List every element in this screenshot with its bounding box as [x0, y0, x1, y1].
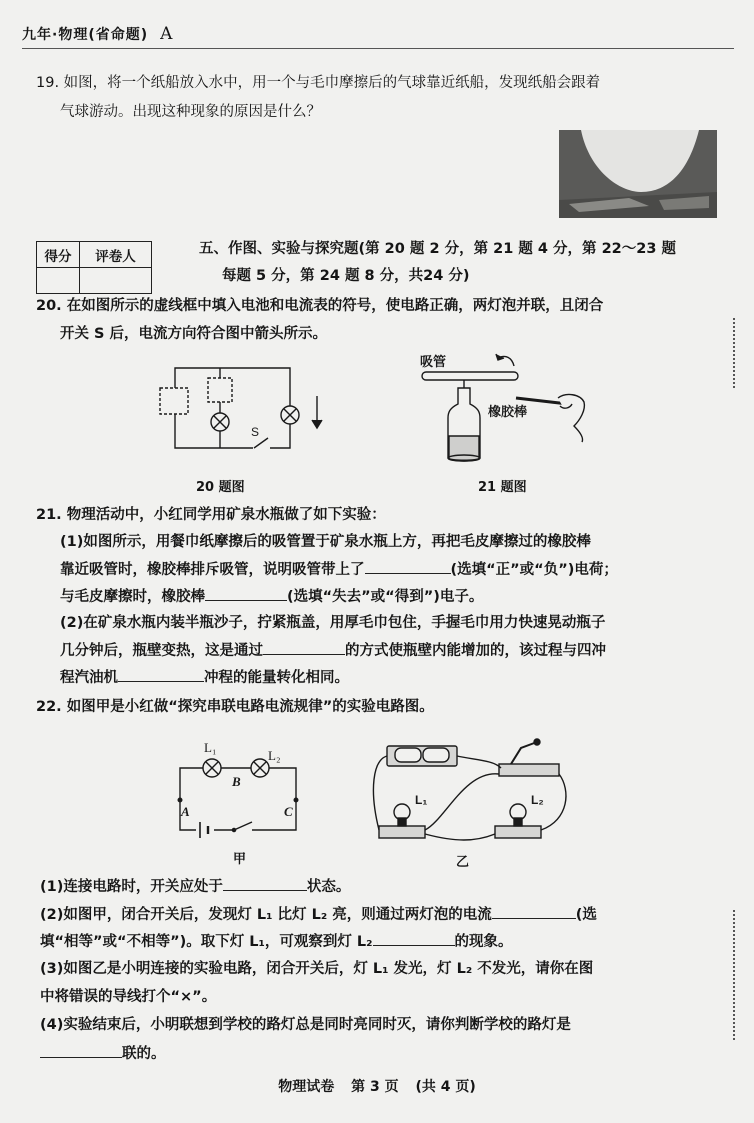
- fig22-jia-A-label: A: [181, 804, 190, 819]
- q21-p2-line3: [60, 667, 349, 688]
- footer-total: (共 4 页): [415, 1079, 476, 1095]
- fig21-straw-label: 吸管: [420, 354, 447, 369]
- fig20-switch-label: S: [251, 425, 260, 439]
- fig22-yi-physical-circuit: [365, 730, 577, 850]
- q21-p2-line3-text-b: 冲程的能量转化相同。: [204, 670, 349, 686]
- q21-intro: 21. 物理活动中，小红同学用矿泉水瓶做了如下实验：: [36, 507, 386, 523]
- q21-blank-charge[interactable]: [365, 559, 451, 574]
- q21-p1-line2-text-a: 靠近吸管时，橡胶棒排斥吸管，说明吸管带上了: [60, 562, 365, 578]
- fig22-jia-L1-label: L₁: [204, 740, 217, 755]
- q22-p1: [40, 876, 350, 897]
- fig21-rod-label: 橡胶棒: [488, 404, 528, 419]
- q21-p1-line3-text-a: 与毛皮摩擦时，橡胶棒: [60, 589, 205, 605]
- q19-paper-boat-photo: [559, 130, 717, 218]
- q22-p3-line2: 中将错误的导线打个“×”。: [40, 989, 217, 1005]
- q22-blank-switch-state[interactable]: [223, 876, 307, 891]
- footer-subject: 物理试卷: [278, 1079, 335, 1095]
- q22-p2-line2: [40, 931, 513, 952]
- fig22-yi-L1-label: L₁: [415, 793, 428, 807]
- score-table: [36, 241, 152, 294]
- q22-intro: 22. 如图甲是小红做“探究串联电路电流规律”的实验电路图。: [36, 699, 434, 715]
- q22-p2-line2-text-b: 的现象。: [454, 934, 513, 950]
- binding-dots-lower: [733, 910, 735, 1040]
- q21-p2-line3-text-a: 程汽油机: [60, 670, 118, 686]
- exam-header: [22, 24, 173, 44]
- fig22-jia-B-label: B: [232, 774, 241, 789]
- header-divider: [22, 48, 734, 49]
- q21-p2-line1: (2)在矿泉水瓶内装半瓶沙子，拧紧瓶盖，用厚毛巾包住，手握毛巾用力快速晃动瓶子: [60, 615, 606, 631]
- section5-heading-line2: 每题 5 分，第 24 题 8 分，共24 分): [222, 268, 470, 284]
- fig22-yi-caption: 乙: [456, 855, 470, 870]
- q22-p4-line1: (4)实验结束后，小明联想到学校的路灯总是同时亮同时灭，请你判断学校的路灯是: [40, 1017, 571, 1033]
- q22-blank-connection[interactable]: [40, 1043, 122, 1058]
- q22-p2-line1: [40, 904, 597, 925]
- q21-p1-line3-text-b: (选填“失去”或“得到”)电子。: [287, 589, 484, 605]
- score-header: 得分: [37, 242, 80, 268]
- q22-blank-phenomenon[interactable]: [373, 931, 455, 946]
- q21-p1-line3: [60, 586, 483, 607]
- q19-line2: 气球游动。出现这种现象的原因是什么？: [60, 104, 321, 120]
- fig21-straw-bottle-figure: [408, 348, 590, 468]
- q21-p1-line2: [60, 559, 618, 580]
- fig20-circuit: [150, 360, 330, 455]
- q22-p2-line2-text-a: 填“相等”或“不相等”)。取下灯 L₁，可观察到灯 L₂: [40, 934, 373, 950]
- q21-blank-method[interactable]: [263, 640, 345, 655]
- q22-p4-line2: [40, 1043, 166, 1064]
- fig20-caption: 20 题图: [196, 480, 245, 495]
- q21-p1-line1: (1)如图所示，用餐巾纸摩擦后的吸管置于矿泉水瓶上方，再把毛皮摩擦过的橡胶棒: [60, 534, 591, 550]
- q21-p2-line2-text-b: 的方式使瓶壁内能增加的，该过程与四冲: [345, 643, 606, 659]
- fig22-jia-circuit: [168, 736, 308, 846]
- q22-p2-line1-text-b: (选: [575, 907, 597, 923]
- q21-blank-stroke[interactable]: [118, 667, 204, 682]
- q19-line1: 19. 如图，将一个纸船放入水中，用一个与毛巾摩擦后的气球靠近纸船，发现纸船会跟着: [36, 75, 601, 91]
- q20-line1: 20. 在如图所示的虚线框中填入电池和电流表的符号，使电路正确，两灯泡并联，且闭合: [36, 298, 604, 314]
- q22-p3-line1: (3)如图乙是小明连接的实验电路，闭合开关后，灯 L₁ 发光，灯 L₂ 不发光，请你在图: [40, 961, 594, 977]
- q21-blank-electron[interactable]: [205, 586, 287, 601]
- q20-line2: 开关 S 后，电流方向符合图中箭头所示。: [60, 326, 328, 342]
- fig22-jia-caption: 甲: [233, 852, 247, 867]
- grader-cell[interactable]: [80, 268, 152, 294]
- fig22-yi-L2-label: L₂: [531, 793, 544, 807]
- q22-p1-text-a: (1)连接电路时，开关应处于: [40, 879, 223, 895]
- paper-version-mark: A: [160, 24, 174, 44]
- fig22-jia-L2-label: L₂: [268, 748, 281, 763]
- q22-p4-line2-text: 联的。: [122, 1046, 166, 1062]
- q22-blank-current[interactable]: [492, 904, 576, 919]
- q21-p1-line2-text-b: (选填“正”或“负”)电荷；: [450, 562, 618, 578]
- grader-header: 评卷人: [80, 242, 152, 268]
- q21-p2-line2: [60, 640, 606, 661]
- q22-p1-text-b: 状态。: [306, 879, 351, 895]
- q22-p2-line1-text-a: (2)如图甲，闭合开关后，发现灯 L₁ 比灯 L₂ 亮，则通过两灯泡的电流: [40, 907, 492, 923]
- score-cell[interactable]: [37, 268, 80, 294]
- fig22-jia-C-label: C: [284, 804, 293, 819]
- binding-dots-upper: [733, 318, 735, 388]
- section5-heading-line1: 五、作图、实验与探究题(第 20 题 2 分，第 21 题 4 分，第 22～23 题: [199, 241, 676, 257]
- footer-page: 第 3 页: [351, 1079, 399, 1095]
- page-footer: [0, 1076, 754, 1096]
- header-title: 九年·物理(省命题): [22, 27, 149, 43]
- fig21-caption: 21 题图: [478, 480, 527, 495]
- q21-p2-line2-text-a: 几分钟后，瓶壁变热，这是通过: [60, 643, 263, 659]
